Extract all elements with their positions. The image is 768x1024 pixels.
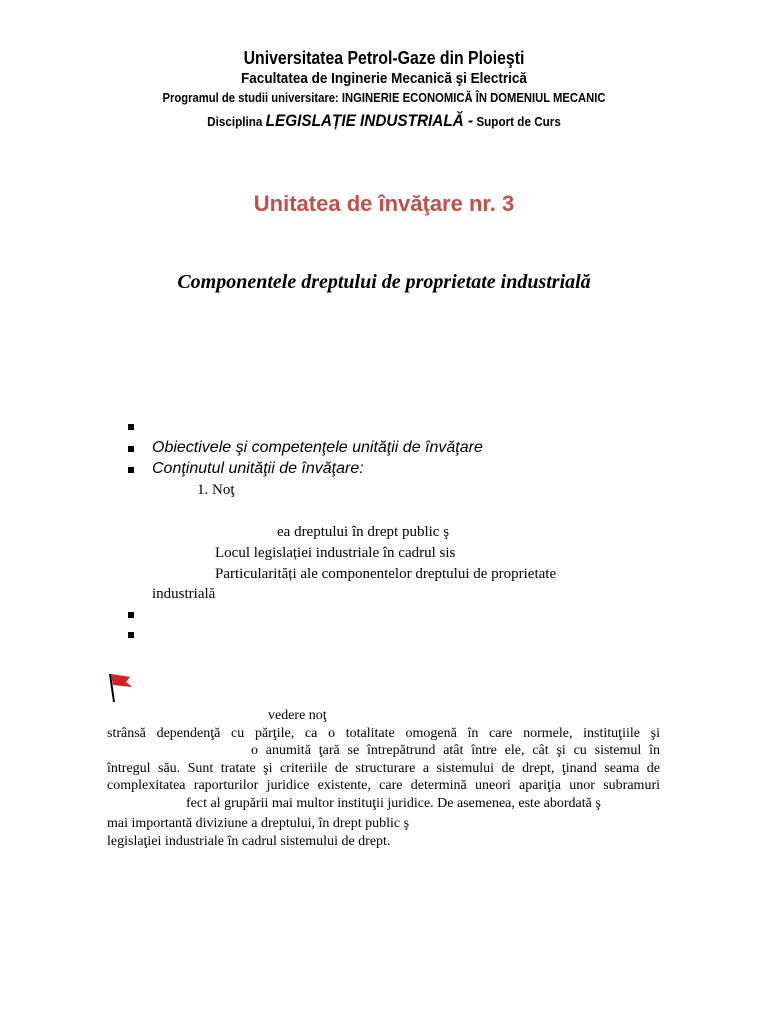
toc-item-1: 1. Noţ — [197, 482, 235, 498]
intro-line: mai importantă diviziune a dreptului, în drept public ş — [107, 816, 410, 831]
toc-item-4-cont: industrială — [152, 586, 216, 602]
intro-line: fect al grupării mai multor instituţii juridice. De asemenea, este abordată ş — [186, 796, 601, 811]
intro-line: o anumită ţară se întrepătrund atât între ele, cât şi cu sistemul în — [251, 743, 660, 758]
bullet-marker — [128, 467, 134, 473]
bullet-marker — [128, 612, 134, 618]
toc-item-4: Particularități ale componentelor dreptului de proprietate — [215, 566, 557, 582]
discipline-prefix: Disciplina — [207, 114, 263, 129]
bullet-marker — [128, 446, 134, 452]
intro-line: întregul său. Sunt tratate şi criteriile de structurare a sistemului de drept, ţinand seama de — [107, 761, 660, 776]
intro-line: complexitatea raporturilor juridice existente, care determină uneori apariţia unor subramuri — [107, 778, 660, 793]
intro-line: strânsă dependenţă cu părţile, ca o totalitate omogenă în care normele, instituţiile şi — [107, 726, 660, 741]
intro-line: vedere noţ — [268, 708, 327, 723]
discipline-name: LEGISLAȚIE INDUSTRIALĂ - — [265, 111, 474, 130]
toc-item-3: Locul legislației industriale în cadrul sis — [215, 545, 456, 561]
toc-item-2: ea dreptului în drept public ş — [277, 524, 450, 540]
unit-title: Unitatea de învăţare nr. 3 — [253, 191, 515, 216]
unit-subtitle: Componentele dreptului de proprietate industrială — [177, 271, 591, 293]
university-name: Universitatea Petrol-Gaze din Ploieşti — [243, 48, 525, 68]
bullet-marker — [128, 424, 134, 430]
toc-objectives: Obiectivele şi competenţele unităţii de învăţare — [152, 439, 483, 456]
faculty-name: Facultatea de Inginerie Mecanică şi Electrică — [241, 70, 527, 87]
discipline-line — [38, 111, 729, 131]
intro-line: legislaţiei industriale în cadrul sistemului de drept. — [107, 834, 391, 849]
program-name: Programul de studii universitare: INGINERIE ECONOMICĂ ÎN DOMENIUL MECANIC — [162, 91, 606, 105]
toc-content: Conţinutul unităţii de învăţare: — [152, 460, 364, 477]
discipline-suffix: Suport de Curs — [476, 114, 561, 129]
bullet-marker — [128, 632, 134, 638]
red-flag-icon — [106, 670, 136, 704]
